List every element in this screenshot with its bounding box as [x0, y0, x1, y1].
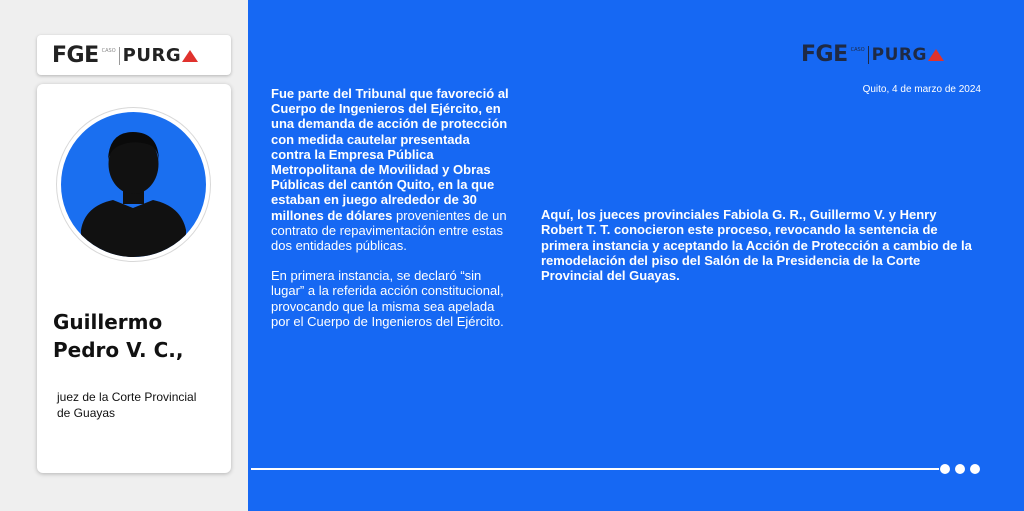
logo-fge-text: FGE — [52, 43, 99, 68]
logo-purga-text: PURG — [871, 44, 927, 65]
logo-caso-text: CASO — [850, 47, 865, 53]
triangle-a-icon — [928, 49, 944, 61]
left-text-column — [271, 86, 511, 344]
right-text-column: Aquí, los jueces provinciales Fabiola G. R., Guillermo V. y Henry Robert T. T. conocieron este proceso, revocando la sentencia de primera instancia y aceptando la Acción de Protección a cambio de la remodelación del piso del Salón de la Presidencia de la Corte Provincial del Guayas. — [541, 207, 972, 284]
person-name-line1: Guillermo — [53, 310, 163, 334]
fge-caso-purga-logo — [52, 43, 198, 68]
right-panel — [248, 0, 1024, 511]
logo-caso-text: CASO — [101, 48, 116, 54]
left-panel — [0, 0, 248, 511]
pagination-dots — [940, 464, 980, 474]
date-text: Quito, 4 de marzo de 2024 — [862, 84, 981, 95]
person-silhouette-icon — [61, 112, 206, 257]
paragraph-1-bold: Fue parte del Tribunal que favoreció al Cuerpo de Ingenieros del Ejército, en una demanda de acción de protección con medida cautelar presentada contra la Empresa Pública Metropolitana de Movilidad y Obras Públicas del cantón Quito, en la que estaban en juego alrededor de 30 millones de dólares — [271, 86, 509, 223]
person-role — [57, 389, 222, 421]
divider-line — [251, 468, 939, 470]
dot-icon — [955, 464, 965, 474]
person-name — [53, 308, 223, 364]
logo-separator — [868, 46, 869, 64]
logo-card — [37, 35, 231, 75]
logo-purga-text: PURG — [122, 45, 182, 66]
person-role-line1: juez de la Corte Provincial — [57, 390, 197, 404]
paragraph-1 — [271, 86, 511, 253]
person-role-line2: de Guayas — [57, 406, 116, 420]
dot-icon — [940, 464, 950, 474]
triangle-a-icon — [182, 50, 198, 62]
logo-fge-text: FGE — [801, 42, 848, 67]
dot-icon — [970, 464, 980, 474]
paragraph-2: En primera instancia, se declaró “sin lugar” a la referida acción constitucional, provocando que la misma sea apelada por el Cuerpo de Ingenieros del Ejército. — [271, 268, 504, 329]
avatar — [57, 108, 210, 261]
fge-caso-purga-logo-header — [801, 42, 944, 67]
person-name-line2: Pedro V. C., — [53, 338, 184, 362]
profile-card — [37, 84, 231, 473]
logo-separator — [119, 47, 120, 65]
paragraph-1-regular: provenientes de un contrato de repavimentación entre estas dos entidades públicas. — [271, 207, 507, 254]
